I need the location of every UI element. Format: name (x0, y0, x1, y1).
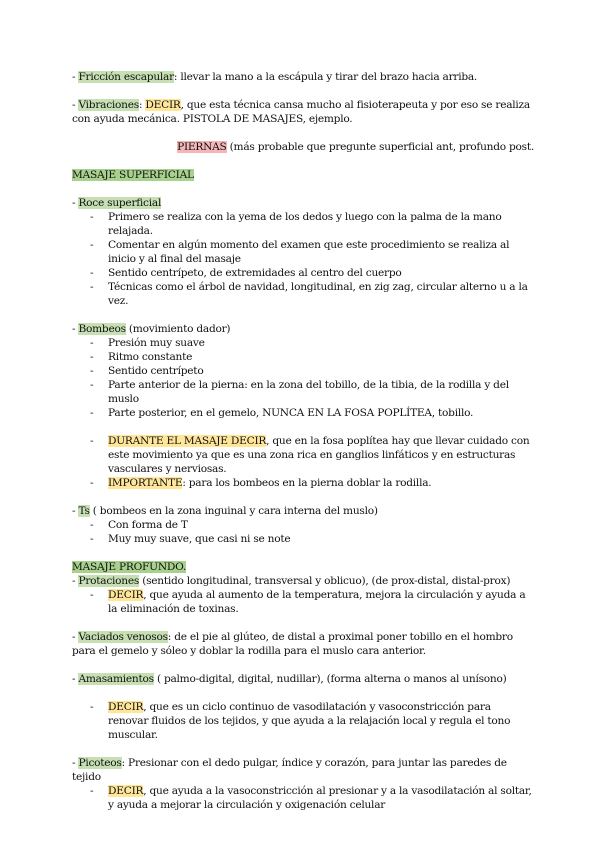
list-item (108, 700, 534, 742)
list-item: - Parte anterior de la pierna: en la zona del tobillo, de la tibia, de la rodilla y del muslo (108, 378, 534, 406)
roce-line: - Roce superficial (72, 197, 162, 209)
protaciones-decir-text: , que ayuda al aumento de la temperatura, mejora la circulación y ayuda a la eliminación de toxinas. (108, 589, 526, 615)
bombeos-text: (movimiento dador) (125, 323, 231, 335)
protaciones-line: - Protaciones (sentido longitudinal, transversal y oblicuo), (de prox-distal, distal-prox) (72, 575, 511, 587)
list-item: - Sentido centrípeto, de extremidades al centro del cuerpo (108, 266, 534, 280)
list-item: - Con forma de T (108, 518, 534, 532)
roce-list (72, 210, 534, 308)
protaciones-text: (sentido longitudinal, transversal y oblicuo), (de prox-distal, distal-prox) (139, 575, 511, 587)
amasamientos-term: Amasamientos (78, 673, 154, 685)
durante-text: , que en la fosa poplítea hay que llevar cuidado con este movimiento ya que es una zona rica en ganglios linfáticos y en estructuras vasculares y nerviosas. (108, 435, 530, 475)
friccion-line: - Fricción escapular: llevar la mano a la escápula y tirar del brazo hacia arriba. (72, 71, 478, 83)
picoteos-text: : Presionar con el dedo pulgar, índice y corazón, para juntar las paredes de tejido (72, 757, 507, 783)
protaciones-term: Protaciones (78, 575, 140, 587)
amasamientos-decir-text: , que es un ciclo continuo de vasodilatación y vasoconstricción para renovar fluidos de los tejidos, y que ayuda a la relajación local y regula el tono muscular. (108, 701, 511, 741)
list-item: - Primero se realiza con la yema de los dedos y luego con la palma de la mano relajada. (108, 210, 534, 238)
importante-label: IMPORTANTE (108, 477, 183, 489)
amasamientos-decir: DECIR (108, 701, 144, 713)
durante-label: DURANTE EL MASAJE DECIR (108, 435, 267, 447)
piernas-text: (más probable que pregunte superficial ant, profundo post. (226, 141, 534, 153)
ts-text: ( bombeos en la zona inguinal y cara interna del muslo) (89, 505, 378, 517)
vibraciones-line: - Vibraciones: DECIR, que esta técnica cansa mucho al fisioterapeuta y por eso se realiza con ayuda mecánica. PISTOLA DE MASAJES, ejemplo. (72, 99, 530, 125)
profundo-heading-line (72, 560, 534, 574)
ts-list (72, 518, 534, 546)
amasamientos-list (72, 700, 534, 742)
list-item: - Técnicas como el árbol de navidad, longitudinal, en zig zag, circular alterno u a la vez. (108, 280, 534, 308)
picoteos-decir: DECIR (108, 785, 144, 797)
picoteos-list (72, 784, 534, 812)
protaciones-list (72, 588, 534, 616)
list-item: - Comentar en algún momento del examen que este procedimiento se realiza al inicio y al final del masaje (108, 238, 534, 266)
protaciones-decir: DECIR (108, 589, 144, 601)
picoteos-term: Picoteos (78, 757, 122, 769)
vibraciones-sep: : (138, 99, 146, 111)
piernas-label: PIERNAS (177, 141, 227, 153)
importante-item (108, 476, 534, 490)
importante-text: : para los bombeos en la pierna doblar la rodilla. (182, 477, 432, 489)
bombeos-line: - Bombeos (movimiento dador) (72, 323, 231, 335)
durante-item (108, 434, 534, 476)
list-item: - Muy muy suave, que casi ni se note (108, 532, 534, 546)
list-item (108, 784, 534, 812)
list-item: - Parte posterior, en el gemelo, NUNCA EN LA FOSA POPLÍTEA, tobillo. (108, 406, 534, 420)
vibraciones-term: Vibraciones (78, 99, 139, 111)
ts-term: Ts (78, 505, 90, 517)
bombeos-list (72, 336, 534, 420)
vaciados-text: : de el pie al glúteo, de distal a proximal poner tobillo en el hombro para el gemelo y sóleo y doblar la rodilla para el muslo cara anterior. (72, 631, 513, 657)
amasamientos-text: ( palmo-digital, digital, nudillar), (forma alterna o manos al unísono) (153, 673, 507, 685)
vaciados-term: Vaciados venosos (78, 631, 168, 643)
superficial-heading-line (72, 168, 534, 182)
amasamientos-line: - Amasamientos ( palmo-digital, digital, nudillar), (forma alterna o manos al unísono) (72, 673, 507, 685)
friccion-text: : llevar la mano a la escápula y tirar del brazo hacia arriba. (173, 71, 478, 83)
bombeos-notes (72, 434, 534, 490)
list-item: - Ritmo constante (108, 350, 534, 364)
picoteos-line: - Picoteos: Presionar con el dedo pulgar, índice y corazón, para juntar las paredes de tejido (72, 757, 507, 783)
vaciados-line: - Vaciados venosos: de el pie al glúteo, de distal a proximal poner tobillo en el hombro para el gemelo y sóleo y doblar la rodilla para el muslo cara anterior. (72, 631, 513, 657)
ts-line: - Ts ( bombeos en la zona inguinal y cara interna del muslo) (72, 505, 378, 517)
superficial-heading: MASAJE SUPERFICIAL (72, 169, 194, 181)
bombeos-term: Bombeos (78, 323, 126, 335)
list-item: - Sentido centrípeto (108, 364, 534, 378)
friccion-term: Fricción escapular (78, 71, 174, 83)
list-item (108, 588, 534, 616)
vibraciones-decir: DECIR (145, 99, 181, 111)
roce-term: Roce superficial (78, 197, 162, 209)
picoteos-decir-text: , que ayuda a la vasoconstricción al presionar y a la vasodilatación al soltar, y ayuda a mejorar la circulación y oxigenación celular (108, 785, 532, 811)
list-item: - Presión muy suave (108, 336, 534, 350)
profundo-heading: MASAJE PROFUNDO. (72, 561, 187, 573)
vibraciones-text: , que esta técnica cansa mucho al fisioterapeuta y por eso se realiza con ayuda mecánica. PISTOLA DE MASAJES, ejemplo. (72, 99, 530, 125)
piernas-line (72, 140, 534, 154)
